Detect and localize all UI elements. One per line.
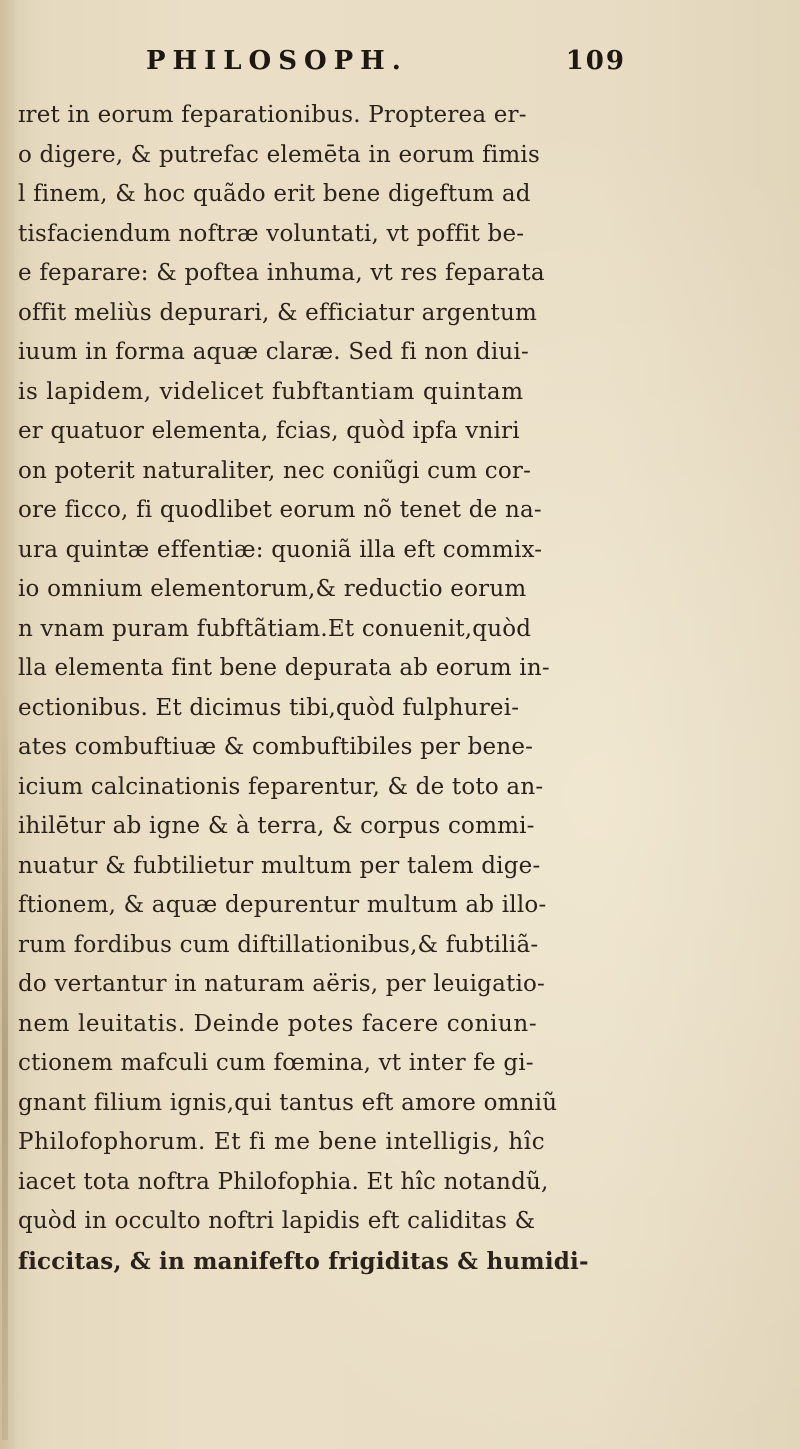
text-line: ura quintæ effentiæ: quoniã illa eft commix- [18, 536, 543, 563]
text-line: rum fordibus cum diftillationibus,& fubtiliã- [18, 931, 539, 958]
text-line: iuum in forma aquæ claræ. Sed fi non diui- [18, 339, 529, 365]
text-line: ficcitas, & in manifefto frigiditas & humidi- [18, 1247, 589, 1275]
text-line: l finem, & hoc quãdo erit bene digeftum ad [18, 181, 531, 207]
text-line: Philofophorum. Et fi me bene intelligis, hîc [18, 1129, 546, 1155]
text-line: icium calcinationis feparentur, & de toto an- [18, 773, 544, 800]
text-line: tisfaciendum noftræ voluntati, vt poffit be- [18, 220, 525, 247]
text-line: ates combuftiuæ & combuftibiles per bene- [18, 734, 534, 760]
text-line: nem leuitatis. Deinde potes facere coniun- [18, 1010, 538, 1037]
text-line: n vnam puram fubftãtiam.Et conuenit,quòd [18, 615, 532, 642]
text-line: iacet tota noftra Philofophia. Et hîc notandũ, [18, 1168, 549, 1195]
text-line: ctionem mafculi cum fœmina, vt inter fe gi- [18, 1050, 534, 1076]
text-line: ɪret in eorum feparationibus. Propterea er- [18, 102, 527, 128]
text-line: io omnium elementorum,& reductio eorum [18, 576, 527, 602]
text-line: is lapidem, videlicet fubftantiam quintam [18, 378, 524, 405]
text-line: e feparare: & poftea inhuma, vt res feparata [18, 260, 545, 286]
text-line: quòd in occulto noftri lapidis eft caliditas & [18, 1208, 536, 1234]
text-line: ftionem, & aquæ depurentur multum ab illo- [18, 892, 547, 918]
text-line: ore ficco, fi quodlibet eorum nõ tenet de na- [18, 497, 542, 523]
text-line: offit meliùs depurari, & efficiatur argentum [18, 299, 538, 326]
text-line: on poterit naturaliter, nec coniũgi cum cor- [18, 457, 532, 484]
body-text [18, 96, 638, 1281]
text-line: er quatuor elementa, fcias, quòd ipfa vniri [18, 418, 520, 444]
text-line: o digere, & putrefac elemēta in eorum fimis [18, 141, 540, 168]
text-line: ihilētur ab igne & à terra, & corpus commi- [18, 813, 535, 839]
text-line: nuatur & fubtilietur multum per talem dige- [18, 852, 541, 879]
page-number: 109 [565, 46, 626, 76]
text-line: ectionibus. Et dicimus tibi,quòd fulphurei- [18, 694, 520, 721]
text-line: lla elementa fint bene depurata ab eorum in- [18, 655, 550, 681]
running-head: PHILOSOPH. [146, 46, 408, 76]
text-line: do vertantur in naturam aëris, per leuigatio- [18, 971, 546, 997]
page-header [146, 46, 626, 86]
margin-shadow [2, 680, 8, 1440]
text-line: gnant filium ignis,qui tantus eft amore omniũ [18, 1089, 558, 1116]
